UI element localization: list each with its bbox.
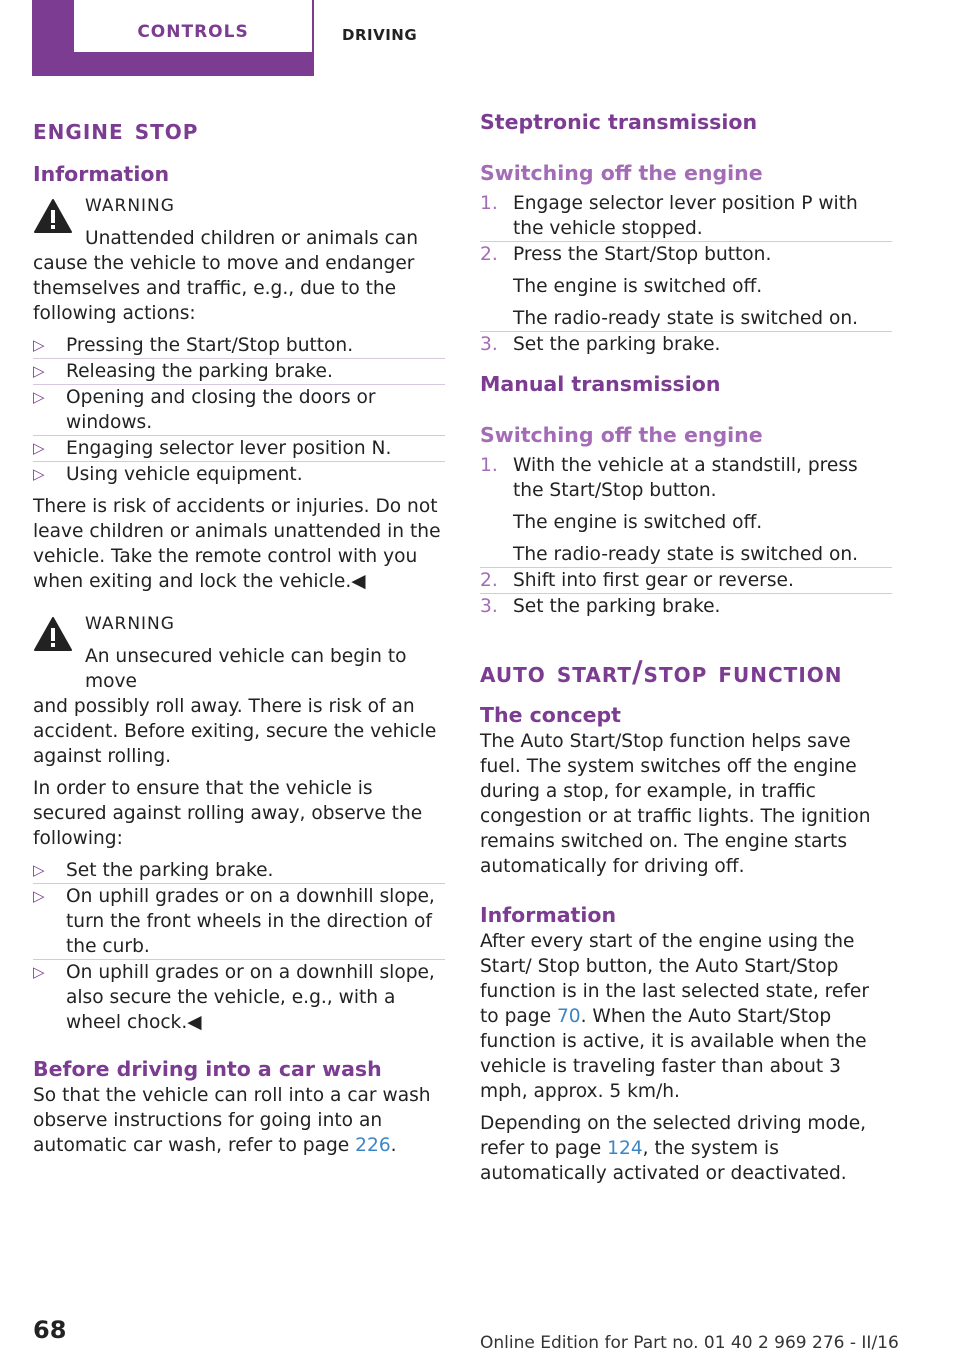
step-number: 3. bbox=[480, 596, 498, 617]
list-item-text: Pressing the Start/Stop button. bbox=[66, 335, 354, 356]
bullet-triangle-icon: ▷ bbox=[33, 861, 45, 879]
bullet-triangle-icon: ▷ bbox=[33, 963, 45, 981]
steptronic-heading: Steptronic transmission bbox=[480, 110, 758, 134]
list-item bbox=[33, 462, 445, 487]
warning-first-line: Unattended children or animals can bbox=[85, 228, 419, 249]
tab-controls[interactable] bbox=[32, 0, 314, 76]
bullet-triangle-icon: ▷ bbox=[33, 336, 45, 354]
step-item bbox=[480, 332, 892, 357]
secure-bullet-list bbox=[33, 858, 445, 1035]
step-item bbox=[480, 453, 892, 567]
car-wash-text: So that the vehicle can roll into a car wash observe instructions for going into an automatic car wash, refer to page bbox=[33, 1085, 431, 1156]
list-item-text: Engaging selector lever position N. bbox=[66, 438, 392, 459]
manual-heading: Manual transmission bbox=[480, 372, 721, 396]
info-text-a: After every start of the engine using the Start/ Stop button, the Auto Start/Stop function is in the last selected state, refer to page bbox=[480, 931, 869, 1027]
step-text: Set the parking brake. bbox=[513, 334, 721, 355]
switching-off-heading-2: Switching off the engine bbox=[480, 423, 763, 447]
information-heading-2: Information bbox=[480, 903, 617, 927]
step-text: Press the Start/Stop button. bbox=[513, 244, 772, 265]
car-wash-end: . bbox=[390, 1135, 397, 1156]
section-tabs bbox=[32, 0, 452, 76]
list-item bbox=[33, 884, 445, 959]
list-item-text: Set the parking brake. bbox=[66, 860, 274, 881]
list-item-text: Using vehicle equipment. bbox=[66, 464, 303, 485]
warning-label: WARNING bbox=[85, 196, 175, 216]
bullet-triangle-icon: ▷ bbox=[33, 439, 45, 457]
engine-stop-title: engine stop bbox=[33, 112, 199, 146]
list-item bbox=[33, 333, 445, 358]
warning-label: WARNING bbox=[85, 614, 175, 634]
step-result: The engine is switched off. bbox=[513, 276, 763, 297]
warning-text: cause the vehicle to move and endanger themselves and traffic, e.g., due to the following actions: bbox=[33, 253, 415, 324]
list-item-text: On uphill grades or on a downhill slope, turn the front wheels in the direction of the curb. bbox=[66, 886, 435, 957]
step-result: The radio-ready state is switched on. bbox=[513, 308, 859, 329]
warning-first-line: An unsecured vehicle can begin to move bbox=[85, 646, 407, 692]
concept-paragraph: The Auto Start/Stop function helps save fuel. The system switches off the engine during a stop, for example, in traffic congestion or at traffic lights. The ignition remains switched on. The engine starts automatically for driving off. bbox=[480, 731, 871, 877]
secure-paragraph: In order to ensure that the vehicle is secured against rolling away, observe the following: bbox=[33, 778, 423, 849]
step-item bbox=[480, 568, 892, 593]
mode-text-b: , the system is automatically activated or deactivated. bbox=[480, 1138, 847, 1184]
bullet-triangle-icon: ▷ bbox=[33, 362, 45, 380]
step-item bbox=[480, 594, 892, 619]
step-number: 1. bbox=[480, 455, 498, 476]
step-text: Engage selector lever position P with the vehicle stopped. bbox=[513, 193, 858, 239]
info-text-b: . When the Auto Start/Stop function is active, it is available when the vehicle is traveling faster than about 3 mph, approx. 5 km/h. bbox=[480, 1006, 867, 1102]
list-item-text: Releasing the parking brake. bbox=[66, 361, 333, 382]
page-link-70[interactable]: 70 bbox=[556, 1006, 581, 1027]
left-column bbox=[33, 108, 445, 1158]
car-wash-paragraph bbox=[33, 1083, 445, 1158]
auto-start-stop-title: auto start/stop function bbox=[480, 655, 843, 689]
bullet-triangle-icon: ▷ bbox=[33, 887, 45, 905]
warning-block-1 bbox=[33, 194, 445, 326]
bullet-triangle-icon: ▷ bbox=[33, 465, 45, 483]
edition-footer: Online Edition for Part no. 01 40 2 969 276 - II/16 bbox=[480, 1333, 899, 1353]
warning-text: and possibly roll away. There is risk of an accident. Before exiting, secure the vehicle against rolling. bbox=[33, 696, 437, 767]
bullet-triangle-icon: ▷ bbox=[33, 388, 45, 406]
page-number: 68 bbox=[33, 1316, 67, 1344]
list-item-text: Opening and closing the doors or windows. bbox=[66, 387, 376, 433]
warning-triangle-icon bbox=[33, 198, 73, 234]
info-paragraph bbox=[480, 929, 892, 1104]
list-item bbox=[33, 858, 445, 883]
information-heading: Information bbox=[33, 162, 170, 186]
warning-bullet-list bbox=[33, 333, 445, 487]
step-number: 2. bbox=[480, 244, 498, 265]
step-result: The engine is switched off. bbox=[513, 512, 763, 533]
list-item bbox=[33, 359, 445, 384]
concept-heading: The concept bbox=[480, 703, 621, 727]
page-link-226[interactable]: 226 bbox=[355, 1135, 391, 1156]
mode-paragraph bbox=[480, 1111, 892, 1186]
risk-paragraph: There is risk of accidents or injuries. Do not leave children or animals unattended in the vehicle. Take the remote control with you when exiting and lock the vehicle.◀ bbox=[33, 496, 441, 592]
list-item bbox=[33, 385, 445, 435]
warning-triangle-icon bbox=[33, 616, 73, 652]
manual-steps bbox=[480, 453, 892, 619]
step-number: 1. bbox=[480, 193, 498, 214]
list-item bbox=[33, 436, 445, 461]
step-item bbox=[480, 242, 892, 331]
step-item bbox=[480, 191, 892, 241]
page-link-124[interactable]: 124 bbox=[607, 1138, 643, 1159]
step-number: 3. bbox=[480, 334, 498, 355]
tab-controls-inner bbox=[74, 0, 312, 52]
tab-controls-label: CONTROLS bbox=[137, 22, 249, 42]
mode-text-a: Depending on the selected driving mode, refer to page bbox=[480, 1113, 867, 1159]
step-text: Shift into first gear or reverse. bbox=[513, 570, 794, 591]
switching-off-heading-1: Switching off the engine bbox=[480, 161, 763, 185]
car-wash-heading: Before driving into a car wash bbox=[33, 1057, 382, 1081]
step-text: With the vehicle at a standstill, press the Start/Stop button. bbox=[513, 455, 858, 501]
list-item bbox=[33, 960, 445, 1035]
step-number: 2. bbox=[480, 570, 498, 591]
tab-driving[interactable]: DRIVING bbox=[342, 26, 418, 44]
warning-block-2 bbox=[33, 612, 445, 769]
step-text: Set the parking brake. bbox=[513, 596, 721, 617]
step-result: The radio-ready state is switched on. bbox=[513, 544, 859, 565]
list-item-text: On uphill grades or on a downhill slope, also secure the vehicle, e.g., with a wheel chock.◀ bbox=[66, 962, 435, 1033]
steptronic-steps bbox=[480, 191, 892, 357]
right-column bbox=[480, 108, 892, 1186]
